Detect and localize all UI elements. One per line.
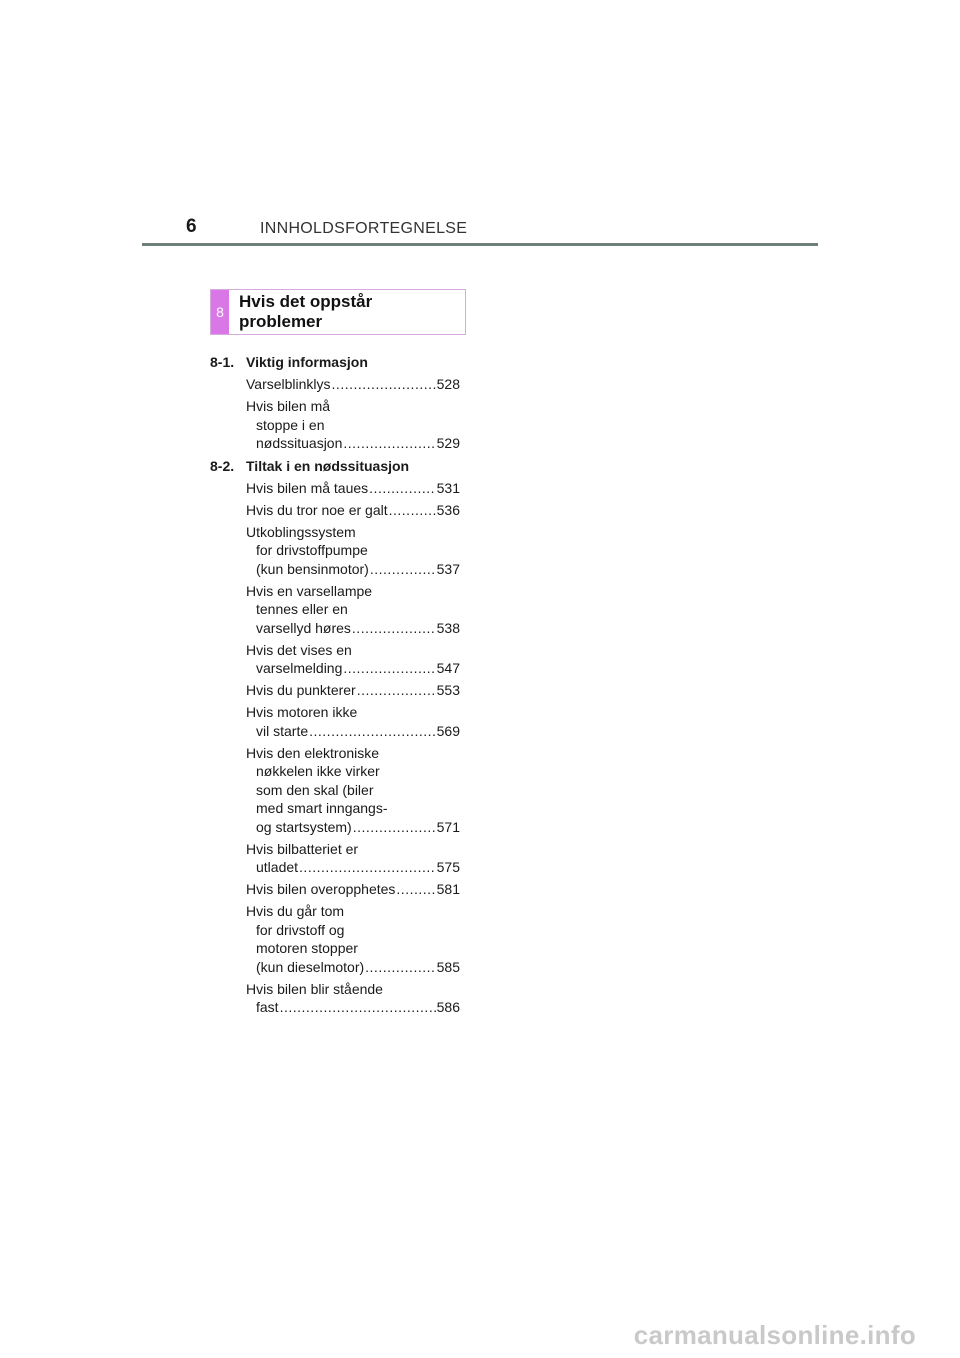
toc-entry-line: Hvis bilen overopphetes: [246, 881, 396, 897]
section-number: 8-2.: [210, 457, 235, 474]
toc-page-number: 528: [436, 376, 460, 392]
dot-leader: [343, 659, 435, 678]
toc-entry-line: varselmelding: [256, 660, 343, 676]
page-number: 6: [186, 216, 197, 237]
toc-entry-line: med smart inngangs-: [256, 800, 388, 816]
chapter-title: Hvis det oppstår problemer: [239, 292, 373, 331]
toc-entry-line: for drivstoffpumpe: [256, 542, 368, 558]
toc-entry-line: (kun dieselmotor): [256, 958, 365, 975]
toc-entry-leader-row: [246, 501, 460, 520]
toc-entry[interactable]: [246, 523, 460, 579]
toc-entry-leader-row: [246, 880, 460, 899]
watermark: carmanualsonline.info: [633, 1320, 916, 1350]
dot-leader: [369, 479, 435, 498]
toc-section-heading: [210, 353, 460, 371]
toc-entry-line: (kun bensinmotor): [256, 560, 369, 577]
toc-page-number: 586: [436, 999, 460, 1015]
toc-entry-line: Hvis den elektroniske: [246, 744, 380, 761]
toc-entry[interactable]: [246, 902, 460, 976]
toc-entry-leader-row: [246, 619, 460, 638]
section-title: Tiltak i en nødssituasjon: [246, 457, 410, 474]
toc-entry-leader-row: [246, 681, 460, 700]
dot-leader: [309, 722, 436, 741]
toc-entry[interactable]: [246, 840, 460, 877]
dot-leader: [353, 818, 436, 837]
dot-leader: [365, 958, 435, 977]
toc-page-number: 575: [436, 859, 460, 875]
toc-entry-line: Hvis du går tom: [246, 903, 345, 919]
dot-leader: [299, 858, 436, 877]
toc-entry-line: vil starte: [256, 722, 309, 739]
dot-leader: [343, 434, 435, 453]
toc-entry-leader-row: [246, 434, 460, 453]
toc-entry-line: stoppe i en: [256, 416, 325, 433]
toc-page-number: 553: [436, 682, 460, 698]
toc-entry-line: Hvis bilen blir stående: [246, 980, 383, 997]
dot-leader: [280, 998, 436, 1017]
dot-leader: [370, 560, 436, 579]
toc-entry-line: Hvis du tror noe er galt: [246, 501, 388, 518]
toc-entry-line: tennes eller en: [256, 601, 348, 617]
toc-entry-line: Hvis du punkterer: [246, 682, 356, 698]
dot-leader: [352, 619, 436, 638]
toc-page-number: 585: [436, 958, 460, 975]
toc-entry-line: motoren stopper: [256, 940, 358, 956]
toc-page-number: 537: [436, 560, 460, 577]
dot-leader: [332, 375, 436, 394]
toc-entry[interactable]: [246, 880, 460, 899]
running-header-title: INNHOLDSFORTEGNELSE: [260, 220, 468, 237]
toc-entry-line: Hvis en varsellampe: [246, 582, 373, 599]
toc-entry[interactable]: [246, 980, 460, 1017]
dot-leader: [396, 880, 435, 899]
toc-entry-line: fast: [256, 999, 279, 1015]
toc-entry-line: Varselblinklys: [246, 376, 331, 392]
toc-entry-leader-row: [246, 560, 460, 579]
toc-page-number: 538: [436, 619, 460, 636]
toc-entry-list: [246, 479, 460, 1017]
toc-entry-leader-row: [246, 818, 460, 837]
dot-leader: [357, 681, 436, 700]
toc-entry-line: Hvis motoren ikke: [246, 704, 358, 720]
toc-entry-line: Hvis bilen må taues: [246, 479, 369, 496]
toc-page-number: 571: [436, 818, 460, 835]
toc-entry[interactable]: [246, 641, 460, 678]
toc-entry[interactable]: [246, 744, 460, 837]
toc-entry-line: varsellyd høres: [256, 619, 351, 636]
toc-entry-line: nøkkelen ikke virker: [256, 763, 380, 779]
toc-entry-leader-row: [246, 722, 460, 741]
toc-page-number: 547: [436, 660, 460, 676]
toc-page-number: 529: [436, 435, 460, 451]
toc-section-heading: [210, 457, 460, 475]
toc-entry-line: Hvis bilbatteriet er: [246, 840, 359, 857]
toc-entry-line: utladet: [256, 859, 299, 875]
toc-page-number: 581: [436, 881, 460, 897]
table-of-contents: [210, 353, 460, 1021]
toc-entry[interactable]: [246, 479, 460, 498]
toc-entry-leader-row: [246, 659, 460, 678]
toc-entry-line: Utkoblingssystem: [246, 523, 356, 540]
toc-entry-line: som den skal (biler: [256, 781, 374, 798]
toc-entry-leader-row: [246, 375, 460, 394]
toc-entry[interactable]: [246, 582, 460, 638]
toc-entry-line: Hvis det vises en: [246, 641, 352, 658]
dot-leader: [389, 501, 436, 520]
chapter-number-tab: 8: [211, 290, 229, 334]
toc-entry[interactable]: [246, 375, 460, 394]
toc-entry-line: og startsystem): [256, 818, 352, 835]
toc-entry-leader-row: [246, 998, 460, 1017]
toc-page-number: 536: [436, 501, 460, 518]
section-title: Viktig informasjon: [246, 354, 368, 370]
header-rule: [142, 243, 818, 246]
toc-entry[interactable]: [246, 501, 460, 520]
toc-entry-list: [246, 375, 460, 453]
toc-entry-leader-row: [246, 958, 460, 977]
toc-page-number: 531: [436, 479, 460, 496]
toc-entry-line: Hvis bilen må: [246, 398, 331, 414]
section-number: 8-1.: [210, 354, 235, 370]
toc-entry[interactable]: [246, 681, 460, 700]
toc-entry-line: for drivstoff og: [256, 921, 345, 938]
toc-entry-leader-row: [246, 479, 460, 498]
toc-entry[interactable]: [246, 703, 460, 740]
toc-page-number: 569: [436, 722, 460, 739]
chapter-heading-box: [210, 289, 466, 335]
toc-entry-leader-row: [246, 858, 460, 877]
toc-entry-line: nødssituasjon: [256, 435, 343, 451]
toc-entry[interactable]: [246, 397, 460, 453]
